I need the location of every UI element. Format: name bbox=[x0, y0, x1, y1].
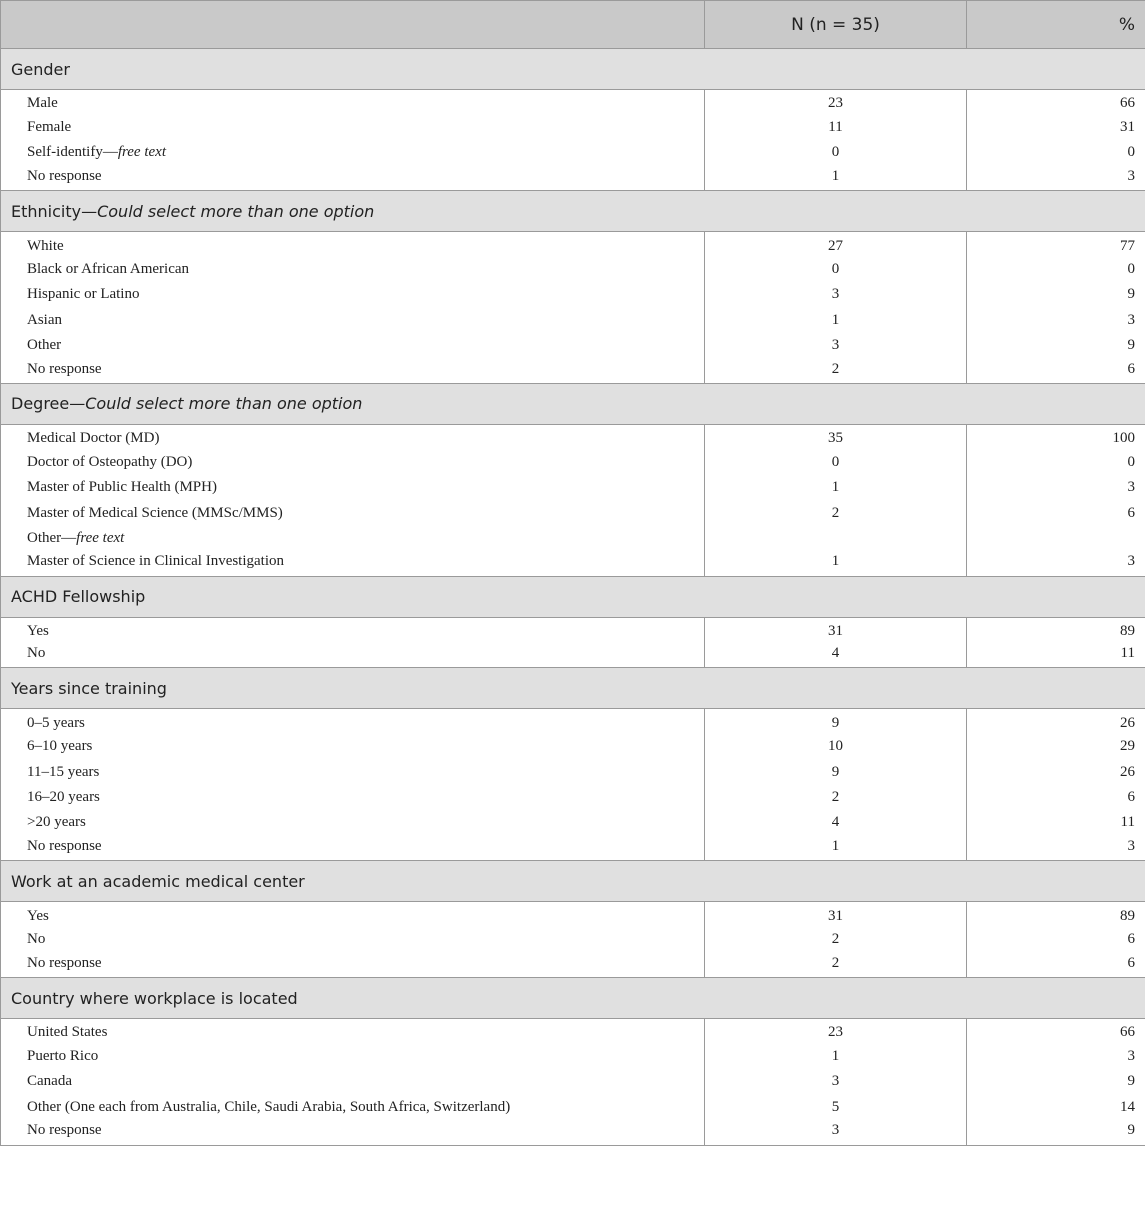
row-label: No bbox=[27, 644, 46, 661]
row-count-cell: 35 bbox=[705, 424, 967, 449]
row-label: >20 years bbox=[27, 814, 86, 831]
section-title bbox=[1, 383, 1145, 424]
row-percent-cell: 77 bbox=[967, 232, 1145, 257]
row-label-cell bbox=[1, 115, 705, 140]
table-row bbox=[1, 617, 1145, 642]
row-label: No response bbox=[27, 360, 102, 377]
row-label: No response bbox=[27, 1122, 102, 1139]
row-percent-cell: 26 bbox=[967, 709, 1145, 734]
row-label: No bbox=[27, 931, 46, 948]
section-title-text: Years since training bbox=[11, 678, 167, 698]
row-count-cell: 0 bbox=[705, 257, 967, 282]
table-row bbox=[1, 927, 1145, 952]
row-label-cell bbox=[1, 90, 705, 115]
row-percent-cell: 66 bbox=[967, 1019, 1145, 1044]
row-count-cell: 3 bbox=[705, 282, 967, 307]
table-row bbox=[1, 835, 1145, 860]
table-row bbox=[1, 643, 1145, 668]
row-count-cell: 5 bbox=[705, 1094, 967, 1119]
table-row bbox=[1, 1044, 1145, 1069]
row-percent-cell: 6 bbox=[967, 785, 1145, 810]
row-percent-cell: 0 bbox=[967, 140, 1145, 165]
row-label: Hispanic or Latino bbox=[27, 286, 140, 303]
section-title-text: Gender bbox=[11, 59, 70, 79]
row-percent-cell: 89 bbox=[967, 902, 1145, 927]
row-count-cell: 3 bbox=[705, 333, 967, 358]
header-label-cell bbox=[1, 1, 705, 49]
row-label-cell bbox=[1, 308, 705, 333]
row-label-cell bbox=[1, 1044, 705, 1069]
row-label-cell bbox=[1, 450, 705, 475]
row-label-cell bbox=[1, 1019, 705, 1044]
section-header-row bbox=[1, 861, 1145, 902]
row-label-cell bbox=[1, 709, 705, 734]
table-row bbox=[1, 952, 1145, 977]
row-label: Other— bbox=[27, 529, 77, 546]
row-count-cell: 31 bbox=[705, 902, 967, 927]
table-row bbox=[1, 358, 1145, 383]
row-count-cell: 2 bbox=[705, 952, 967, 977]
row-label-cell bbox=[1, 1120, 705, 1145]
row-percent-cell: 6 bbox=[967, 952, 1145, 977]
row-label: Medical Doctor (MD) bbox=[27, 430, 160, 447]
row-count-cell: 0 bbox=[705, 140, 967, 165]
table-row bbox=[1, 165, 1145, 190]
row-percent-cell: 9 bbox=[967, 282, 1145, 307]
row-label-cell bbox=[1, 927, 705, 952]
section-header-row bbox=[1, 576, 1145, 617]
row-label-cell bbox=[1, 617, 705, 642]
row-label-cell bbox=[1, 952, 705, 977]
table-row bbox=[1, 1120, 1145, 1145]
row-label-cell bbox=[1, 526, 705, 551]
table-row bbox=[1, 450, 1145, 475]
row-count-cell: 4 bbox=[705, 643, 967, 668]
table-row bbox=[1, 333, 1145, 358]
table-row bbox=[1, 551, 1145, 576]
row-label: Black or African American bbox=[27, 261, 190, 278]
row-label: Other bbox=[27, 337, 62, 354]
row-label: Master of Medical Science (MMSc/MMS) bbox=[27, 504, 283, 521]
section-title-text: Work at an academic medical center bbox=[11, 871, 305, 891]
section-header-row bbox=[1, 49, 1145, 90]
row-count-cell: 1 bbox=[705, 308, 967, 333]
row-label-italic: free text bbox=[76, 529, 125, 546]
table-row bbox=[1, 424, 1145, 449]
table-row bbox=[1, 282, 1145, 307]
row-count-cell: 4 bbox=[705, 810, 967, 835]
row-count-cell: 1 bbox=[705, 475, 967, 500]
row-label: Self-identify— bbox=[27, 144, 118, 161]
row-percent-cell: 11 bbox=[967, 643, 1145, 668]
row-label-cell bbox=[1, 232, 705, 257]
row-count-cell: 2 bbox=[705, 785, 967, 810]
row-count-cell: 2 bbox=[705, 500, 967, 525]
row-label: Asian bbox=[27, 311, 62, 328]
section-title-text: ACHD Fellowship bbox=[11, 587, 146, 607]
row-count-cell: 0 bbox=[705, 450, 967, 475]
row-label: United States bbox=[27, 1024, 108, 1041]
row-percent-cell: 26 bbox=[967, 759, 1145, 784]
row-count-cell: 1 bbox=[705, 551, 967, 576]
row-label-cell bbox=[1, 835, 705, 860]
row-label: 6–10 years bbox=[27, 738, 93, 755]
table-row bbox=[1, 810, 1145, 835]
table-row bbox=[1, 115, 1145, 140]
row-percent-cell: 11 bbox=[967, 810, 1145, 835]
table-row bbox=[1, 1069, 1145, 1094]
row-percent-cell: 9 bbox=[967, 333, 1145, 358]
row-label-cell bbox=[1, 333, 705, 358]
row-percent-cell: 0 bbox=[967, 450, 1145, 475]
section-title-qualifier: Could select more than one option bbox=[97, 201, 375, 221]
table-row bbox=[1, 257, 1145, 282]
section-title-text: Country where workplace is located bbox=[11, 988, 298, 1008]
row-percent-cell: 3 bbox=[967, 165, 1145, 190]
header-percent-cell: % bbox=[967, 1, 1145, 49]
table-row bbox=[1, 500, 1145, 525]
row-label: No response bbox=[27, 167, 102, 184]
row-count-cell: 3 bbox=[705, 1120, 967, 1145]
row-count-cell: 23 bbox=[705, 90, 967, 115]
row-label: Master of Public Health (MPH) bbox=[27, 479, 217, 496]
row-percent-cell: 66 bbox=[967, 90, 1145, 115]
row-label-cell bbox=[1, 282, 705, 307]
table-row bbox=[1, 475, 1145, 500]
table-row bbox=[1, 140, 1145, 165]
row-percent-cell bbox=[967, 526, 1145, 551]
row-label-cell bbox=[1, 1094, 705, 1119]
table-row bbox=[1, 785, 1145, 810]
table-row bbox=[1, 709, 1145, 734]
table-row bbox=[1, 1019, 1145, 1044]
row-label: No response bbox=[27, 954, 102, 971]
table-row bbox=[1, 902, 1145, 927]
table-body bbox=[1, 49, 1145, 1146]
table-row bbox=[1, 308, 1145, 333]
table-row bbox=[1, 759, 1145, 784]
section-header-row bbox=[1, 383, 1145, 424]
row-count-cell: 3 bbox=[705, 1069, 967, 1094]
table-row bbox=[1, 232, 1145, 257]
table-row bbox=[1, 1094, 1145, 1119]
row-percent-cell: 100 bbox=[967, 424, 1145, 449]
row-percent-cell: 14 bbox=[967, 1094, 1145, 1119]
row-label: No response bbox=[27, 837, 102, 854]
table-row bbox=[1, 734, 1145, 759]
row-percent-cell: 3 bbox=[967, 475, 1145, 500]
row-percent-cell: 3 bbox=[967, 835, 1145, 860]
section-header-row bbox=[1, 191, 1145, 232]
row-label-cell bbox=[1, 358, 705, 383]
row-label-cell bbox=[1, 475, 705, 500]
row-label-cell bbox=[1, 902, 705, 927]
header-row bbox=[1, 1, 1145, 49]
row-percent-cell: 29 bbox=[967, 734, 1145, 759]
row-count-cell bbox=[705, 526, 967, 551]
section-header-row bbox=[1, 668, 1145, 709]
row-percent-cell: 6 bbox=[967, 500, 1145, 525]
row-percent-cell: 6 bbox=[967, 358, 1145, 383]
section-title bbox=[1, 49, 1145, 90]
row-label-cell bbox=[1, 165, 705, 190]
row-label-cell bbox=[1, 759, 705, 784]
section-title-text: Degree— bbox=[11, 394, 86, 414]
row-label: Other (One each from Australia, Chile, Saudi Arabia, South Africa, Switzerland) bbox=[27, 1098, 511, 1115]
row-label-cell bbox=[1, 424, 705, 449]
header-n-cell: N (n = 35) bbox=[705, 1, 967, 49]
row-percent-cell: 31 bbox=[967, 115, 1145, 140]
row-percent-cell: 3 bbox=[967, 551, 1145, 576]
row-percent-cell: 9 bbox=[967, 1069, 1145, 1094]
row-label: Yes bbox=[27, 907, 49, 924]
row-percent-cell: 0 bbox=[967, 257, 1145, 282]
row-label: 0–5 years bbox=[27, 714, 85, 731]
row-count-cell: 23 bbox=[705, 1019, 967, 1044]
row-label-cell bbox=[1, 810, 705, 835]
row-label: Master of Science in Clinical Investigation bbox=[27, 553, 285, 570]
section-header-row bbox=[1, 978, 1145, 1019]
row-count-cell: 9 bbox=[705, 759, 967, 784]
row-label: 16–20 years bbox=[27, 788, 100, 805]
row-count-cell: 1 bbox=[705, 165, 967, 190]
row-count-cell: 27 bbox=[705, 232, 967, 257]
row-label: Puerto Rico bbox=[27, 1047, 99, 1064]
row-label-cell bbox=[1, 257, 705, 282]
row-count-cell: 1 bbox=[705, 1044, 967, 1069]
row-percent-cell: 3 bbox=[967, 308, 1145, 333]
row-label: Doctor of Osteopathy (DO) bbox=[27, 453, 193, 470]
section-title bbox=[1, 191, 1145, 232]
row-label: Canada bbox=[27, 1073, 72, 1090]
row-label-cell bbox=[1, 643, 705, 668]
row-count-cell: 31 bbox=[705, 617, 967, 642]
row-label-cell bbox=[1, 734, 705, 759]
row-percent-cell: 3 bbox=[967, 1044, 1145, 1069]
row-count-cell: 2 bbox=[705, 358, 967, 383]
row-count-cell: 9 bbox=[705, 709, 967, 734]
section-title bbox=[1, 668, 1145, 709]
row-percent-cell: 89 bbox=[967, 617, 1145, 642]
row-label-cell bbox=[1, 1069, 705, 1094]
row-count-cell: 1 bbox=[705, 835, 967, 860]
table-row bbox=[1, 526, 1145, 551]
row-label: Yes bbox=[27, 623, 49, 640]
row-label: White bbox=[27, 237, 64, 254]
table-row bbox=[1, 90, 1145, 115]
section-title bbox=[1, 978, 1145, 1019]
row-count-cell: 10 bbox=[705, 734, 967, 759]
row-label: 11–15 years bbox=[27, 763, 100, 780]
row-label-cell bbox=[1, 500, 705, 525]
row-count-cell: 11 bbox=[705, 115, 967, 140]
row-label-cell bbox=[1, 785, 705, 810]
row-percent-cell: 6 bbox=[967, 927, 1145, 952]
row-label-cell bbox=[1, 551, 705, 576]
row-percent-cell: 9 bbox=[967, 1120, 1145, 1145]
section-title bbox=[1, 861, 1145, 902]
section-title bbox=[1, 576, 1145, 617]
row-count-cell: 2 bbox=[705, 927, 967, 952]
row-label: Male bbox=[27, 95, 58, 112]
row-label-italic: free text bbox=[117, 144, 166, 161]
row-label-cell bbox=[1, 140, 705, 165]
section-title-text: Ethnicity— bbox=[11, 201, 98, 221]
section-title-qualifier: Could select more than one option bbox=[85, 394, 363, 414]
row-label: Female bbox=[27, 118, 72, 135]
